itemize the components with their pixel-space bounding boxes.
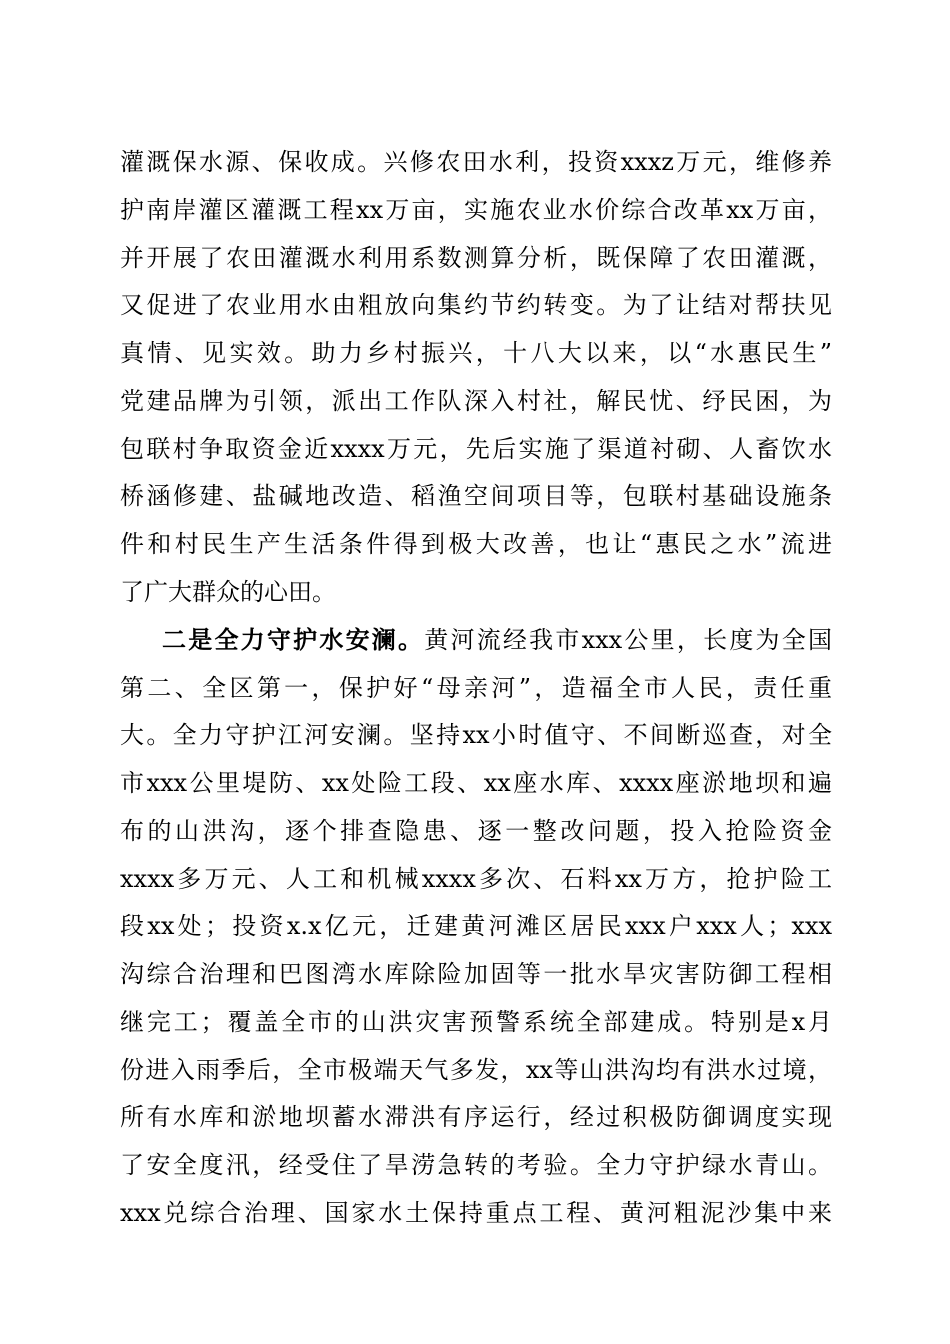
paragraph2-line-13: xxx兑综合治理、国家水土保持重点工程、黄河粗泥沙集中来 (120, 1199, 832, 1227)
paragraph2-line-2: 第二、全区第一，保护好“母亲河”，造福全市人民，责任重 (120, 674, 832, 702)
paragraph2-line-7: 段xx处；投资x.x亿元，迁建黄河滩区居民xxx户xxx人；xxx (120, 912, 832, 940)
paragraph1-line-9: 件和村民生产生活条件得到极大改善，也让“惠民之水”流进 (120, 530, 832, 558)
paragraph2-heading: 二是全力守护水安澜。 (162, 625, 425, 654)
paragraph1-line-10: 了广大群众的心田。 (120, 578, 336, 606)
paragraph2-line-11: 所有水库和淤地坝蓄水滞洪有序运行，经过积极防御调度实现 (120, 1103, 832, 1131)
paragraph2-line-1 (162, 620, 832, 660)
paragraph2-line-6: xxxx多万元、人工和机械xxxx多次、石料xx万方，抢护险工 (120, 865, 832, 893)
paragraph2-first-line-text: 黄河流经我市xxx公里，长度为全国 (424, 626, 832, 654)
paragraph2-line-4: 市xxx公里堤防、xx处险工段、xx座水库、xxxx座淤地坝和遍 (120, 769, 832, 797)
paragraph2-line-12: 了安全度汛，经受住了旱涝急转的考验。全力守护绿水青山。 (120, 1151, 832, 1179)
paragraph1-line-7: 包联村争取资金近xxxx万元，先后实施了渠道衬砌、人畜饮水 (120, 435, 832, 463)
paragraph2-line-9: 继完工；覆盖全市的山洪灾害预警系统全部建成。特别是x月 (120, 1008, 832, 1036)
paragraph2-line-5: 布的山洪沟，逐个排查隐患、逐一整改问题，投入抢险资金 (120, 817, 832, 845)
paragraph1-line-1: 灌溉保水源、保收成。兴修农田水利，投资xxxz万元，维修养 (120, 148, 832, 176)
paragraph2-line-8: 沟综合治理和巴图湾水库除险加固等一批水旱灾害防御工程相 (120, 960, 832, 988)
paragraph1-line-6: 党建品牌为引领，派出工作队深入村社，解民忧、纾民困，为 (120, 387, 832, 415)
paragraph1-line-3: 并开展了农田灌溉水利用系数测算分析，既保障了农田灌溉， (120, 244, 832, 272)
paragraph1-line-8: 桥涵修建、盐碱地改造、稻渔空间项目等，包联村基础设施条 (120, 482, 832, 510)
paragraph1-line-2: 护南岸灌区灌溉工程xx万亩，实施农业水价综合改革xx万亩， (120, 196, 832, 224)
paragraph1-line-5: 真情、见实效。助力乡村振兴，十八大以来，以“水惠民生” (120, 339, 832, 367)
paragraph2-line-3: 大。全力守护江河安澜。坚持xx小时值守、不间断巡查，对全 (120, 721, 832, 749)
paragraph1-line-4: 又促进了农业用水由粗放向集约节约转变。为了让结对帮扶见 (120, 291, 832, 319)
paragraph2-line-10: 份进入雨季后，全市极端天气多发，xx等山洪沟均有洪水过境， (120, 1056, 832, 1084)
